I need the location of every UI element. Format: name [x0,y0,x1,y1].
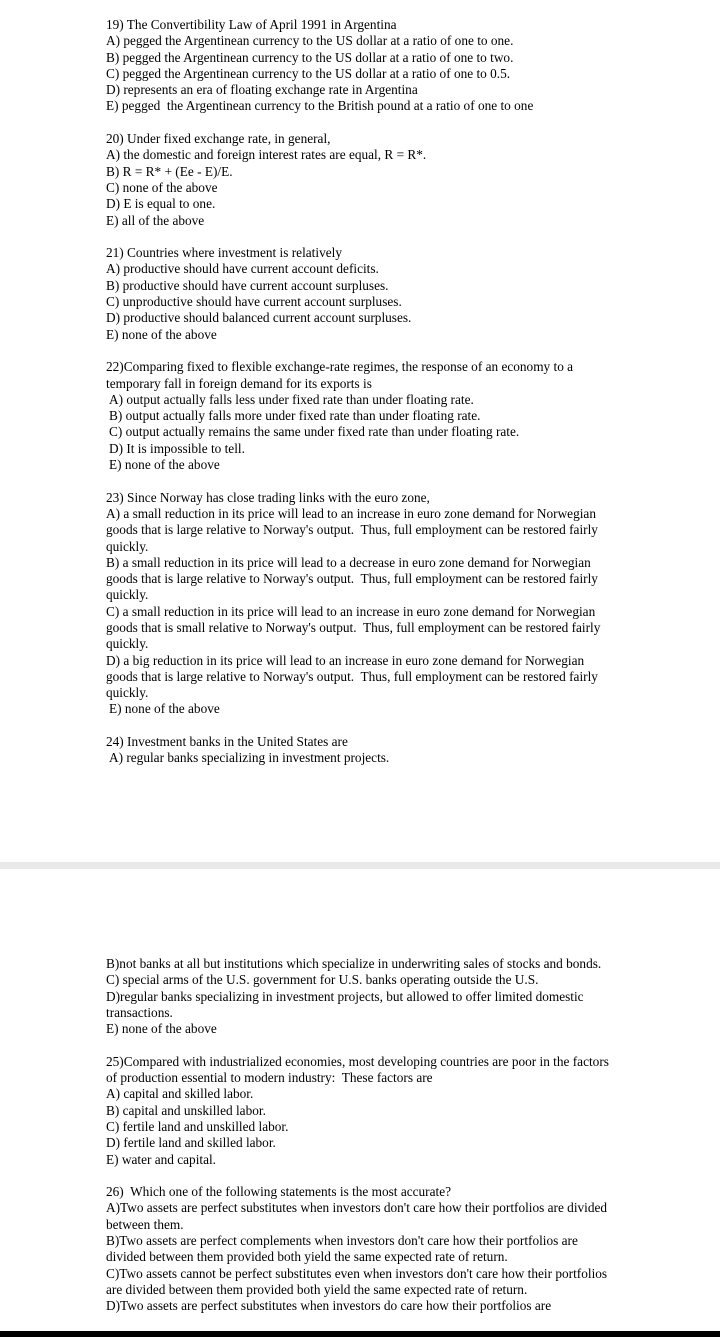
question-21 [106,245,618,343]
question-24 [106,734,618,767]
option-e: E) water and capital. [106,1151,217,1167]
option-d: D) It is impossible to tell. [109,440,245,456]
option-e: E) none of the above [109,457,220,473]
question-24-continued [106,956,618,1037]
option-d: D)regular banks specializing in investment projects, but allowed to offer limited domestic transactions. [106,988,587,1020]
option-c: C) none of the above [106,179,218,195]
question-stem: 24) Investment banks in the United States are [106,734,348,750]
option-b: B) pegged the Argentinean currency to the US dollar at a ratio of one to two. [106,49,514,65]
option-b: B) a small reduction in its price will lead to a decrease in euro zone demand for Norwegian goods that is large relative to Norway's output. Thus, full employment can be restored fairly quickly. [106,554,602,603]
option-b: B) R = R* + (Ee - E)/E. [106,163,233,179]
option-a: A)Two assets are perfect substitutes when investors don't care how their portfolios are divided between them. [106,1200,611,1232]
document-page-2 [0,869,720,1331]
option-b: B) output actually falls more under fixed rate than under floating rate. [109,408,481,424]
option-b: B) capital and unskilled labor. [106,1102,266,1118]
page-1-content [106,17,618,783]
option-c: C) special arms of the U.S. government for U.S. banks operating outside the U.S. [106,972,539,988]
option-a: A) regular banks specializing in investment projects. [109,750,390,766]
question-23 [106,490,618,718]
option-c: C)Two assets cannot be perfect substitutes even when investors don't care how their portfolios are divided between them provided both yield the same expected rate of return. [106,1265,611,1297]
option-c: C) pegged the Argentinean currency to the US dollar at a ratio of one to 0.5. [106,65,511,81]
option-a: A) output actually falls less under fixed rate than under floating rate. [109,391,474,407]
question-stem: 22)Comparing fixed to flexible exchange-rate regimes, the response of an economy to a temporary fall in foreign demand for its exports is [106,359,577,391]
option-a: A) productive should have current account deficits. [106,261,379,277]
question-20 [106,131,618,229]
option-d: D) a big reduction in its price will lead to an increase in euro zone demand for Norwegian goods that is large relative to Norway's output. Thus, full employment can be restored fairly quickly. [106,652,602,701]
option-d: D) fertile land and skilled labor. [106,1135,276,1151]
option-e: E) none of the above [109,701,220,717]
question-stem: 21) Countries where investment is relatively [106,245,342,261]
question-22 [106,359,618,473]
option-e: E) none of the above [106,1021,217,1037]
question-stem: 19) The Convertibility Law of April 1991 in Argentina [106,17,397,32]
option-d: D) productive should balanced current account surpluses. [106,310,412,326]
question-25 [106,1054,618,1168]
option-e: E) none of the above [106,326,217,342]
option-e: E) all of the above [106,212,205,228]
question-19 [106,17,618,115]
option-a: A) the domestic and foreign interest rates are equal, R = R*. [106,147,427,163]
question-stem: 25)Compared with industrialized economies, most developing countries are poor in the factors of production essential to modern industry: These factors are [106,1053,613,1086]
question-stem: 23) Since Norway has close trading links with the euro zone, [106,489,430,505]
option-a: A) capital and skilled labor. [106,1086,254,1102]
option-b: B)Two assets are perfect complements when investors don't care how their portfolios are divided between them provided both yield the same expected rate of return. [106,1233,582,1265]
option-d: D) E is equal to one. [106,196,216,212]
option-c: C) fertile land and unskilled labor. [106,1118,289,1134]
option-b: B)not banks at all but institutions which specialize in underwriting sales of stocks and bonds. [106,956,602,971]
option-c: C) a small reduction in its price will lead to an increase in euro zone demand for Norwegian goods that is small relative to Norway's output. Thus, full employment can be restored fairly quickly. [106,603,604,652]
option-c: C) output actually remains the same under fixed rate than under floating rate. [109,424,520,440]
question-26 [106,1184,618,1314]
question-stem: 26) Which one of the following statements is the most accurate? [106,1184,452,1200]
question-stem: 20) Under fixed exchange rate, in general, [106,131,331,147]
option-d: D) represents an era of floating exchange rate in Argentina [106,82,418,98]
bottom-edge-bar [0,1331,720,1337]
page-separator [0,862,720,869]
option-c: C) unproductive should have current account surpluses. [106,294,402,310]
option-b: B) productive should have current account surpluses. [106,277,389,293]
option-d: D)Two assets are perfect substitutes when investors do care how their portfolios are [106,1298,552,1314]
option-e: E) pegged the Argentinean currency to the British pound at a ratio of one to one [106,98,534,114]
option-a: A) a small reduction in its price will lead to an increase in euro zone demand for Norwegian goods that is large relative to Norway's output. Thus, full employment can be restored fairly quickly. [106,505,602,554]
page-2-content [106,956,618,1331]
option-a: A) pegged the Argentinean currency to the US dollar at a ratio of one to one. [106,33,514,49]
